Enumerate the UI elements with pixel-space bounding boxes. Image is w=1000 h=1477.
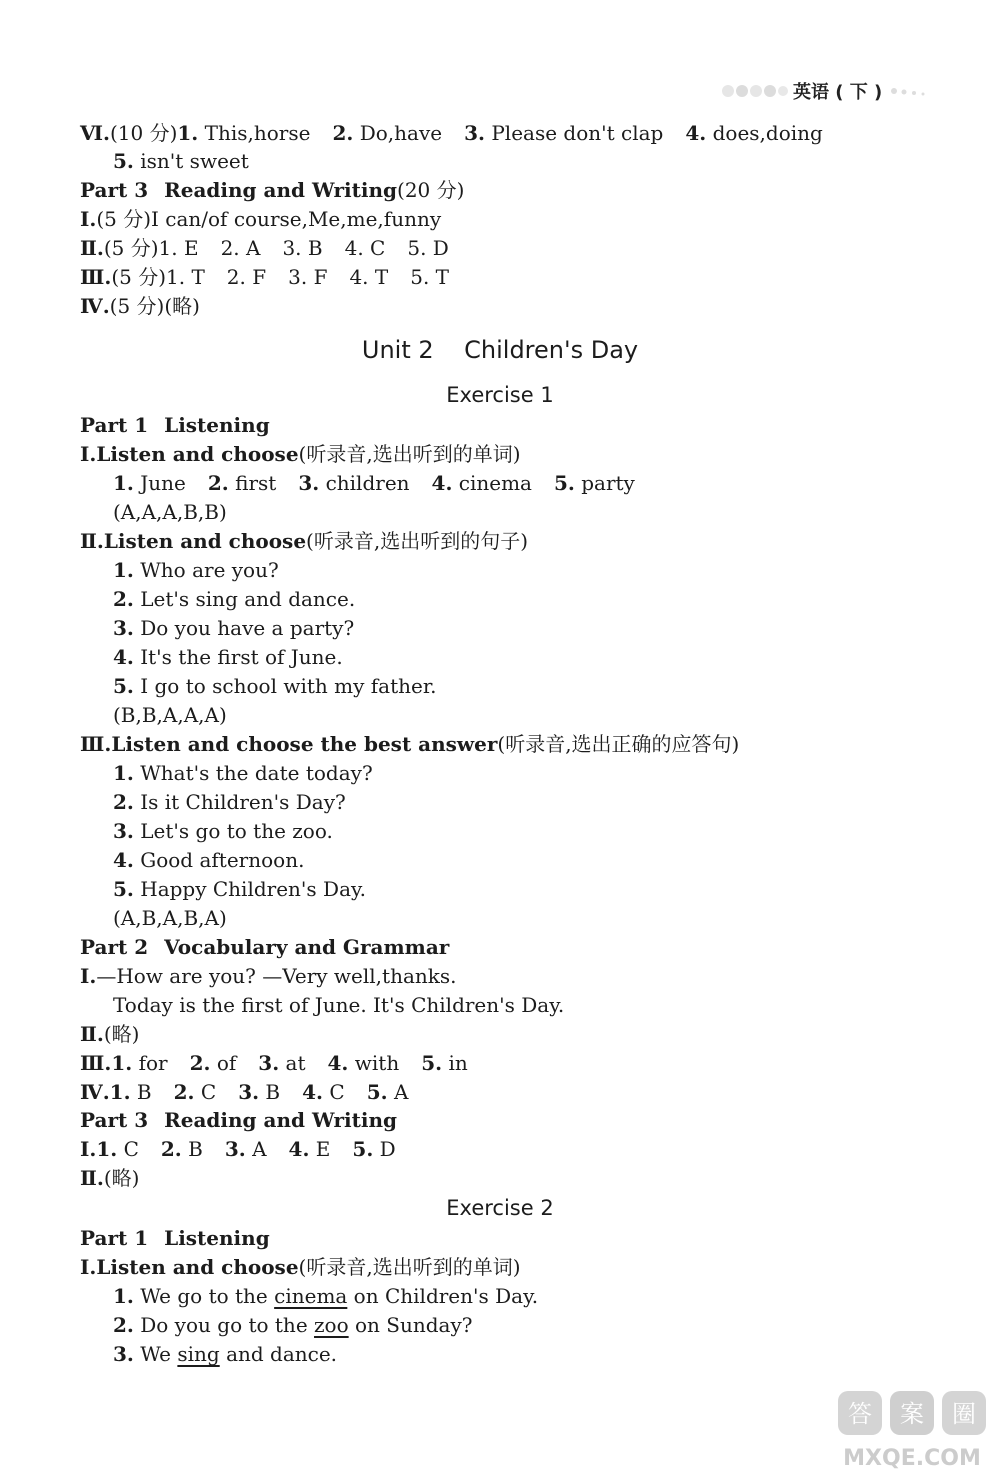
list-item: 2. Is it Children's Day? <box>113 790 346 814</box>
answer-line: Ⅱ.(5 分)1. E 2. A 3. B 4. C 5. D <box>80 236 449 260</box>
part-heading: Part 2 Vocabulary and Grammar <box>80 935 450 959</box>
decorative-dots-icon <box>888 84 928 98</box>
part-heading: Part 3 Reading and Writing(20 分) <box>80 178 465 202</box>
page-header <box>718 76 928 106</box>
watermark-text: MXQE.COM <box>843 1446 981 1471</box>
list-item: 1. Who are you? <box>113 558 279 582</box>
decorative-dots-icon <box>720 82 790 100</box>
list-item: 2. Do you go to the zoo on Sunday? <box>113 1313 473 1337</box>
answer-line: 1. June 2. first 3. children 4. cinema 5. party <box>113 471 635 495</box>
answer-key: (A,A,A,B,B) <box>113 500 227 524</box>
svg-text:圈: 圈 <box>952 1400 976 1428</box>
svg-text:答: 答 <box>848 1400 872 1428</box>
answer-line: Ⅱ.(略) <box>80 1022 140 1046</box>
section-heading: Ⅰ.Listen and choose(听录音,选出听到的单词) <box>80 1255 521 1279</box>
exercise-title: Exercise 2 <box>446 1196 554 1220</box>
answer-line: Ⅳ.(5 分)(略) <box>80 294 200 318</box>
answer-line: Ⅳ.1. B 2. C 3. B 4. C 5. A <box>80 1080 409 1104</box>
list-item: 4. Good afternoon. <box>113 848 305 872</box>
answer-line: Ⅲ.(5 分)1. T 2. F 3. F 4. T 5. T <box>80 265 450 289</box>
svg-text:案: 案 <box>900 1400 924 1428</box>
list-item: 3. We sing and dance. <box>113 1342 338 1366</box>
answer-line: Ⅰ.1. C 2. B 3. A 4. E 5. D <box>80 1137 396 1161</box>
unit-title: Unit 2 Children's Day <box>361 336 639 364</box>
watermark-logo-icon <box>830 1385 995 1473</box>
list-item: 5. I go to school with my father. <box>113 674 437 698</box>
answer-line: Ⅰ.—How are you? —Very well,thanks. <box>80 964 457 988</box>
section-heading: Ⅱ.Listen and choose(听录音,选出听到的句子) <box>80 529 529 553</box>
section-heading: Ⅰ.Listen and choose(听录音,选出听到的单词) <box>80 442 521 466</box>
part-heading: Part 3 Reading and Writing <box>80 1108 398 1132</box>
answer-line: Ⅱ.(略) <box>80 1166 140 1190</box>
answer-line: Ⅲ.1. for 2. of 3. at 4. with 5. in <box>80 1051 468 1075</box>
list-item: 3. Do you have a party? <box>113 616 355 640</box>
answer-line: Today is the first of June. It's Children's Day. <box>113 993 565 1017</box>
answer-key: (A,B,A,B,A) <box>113 906 227 930</box>
answer-key: (B,B,A,A,A) <box>113 703 227 727</box>
part-heading: Part 1 Listening <box>80 1226 270 1250</box>
part-heading: Part 1 Listening <box>80 413 270 437</box>
list-item: 1. We go to the cinema on Children's Day. <box>113 1284 539 1308</box>
list-item: 5. Happy Children's Day. <box>113 877 367 901</box>
subject-label: 英语 ( 下 ) <box>793 82 883 103</box>
answer-line: Ⅰ.(5 分)I can/of course,Me,me,funny <box>80 207 442 231</box>
exercise-title: Exercise 1 <box>446 383 554 407</box>
list-item: 1. What's the date today? <box>113 761 373 785</box>
section-heading: Ⅲ.Listen and choose the best answer(听录音,选出正确的应答句) <box>80 732 740 756</box>
list-item: 3. Let's go to the zoo. <box>113 819 333 843</box>
list-item: 2. Let's sing and dance. <box>113 587 356 611</box>
answer-line: 5. isn't sweet <box>113 149 249 173</box>
answer-line: Ⅵ.(10 分)1. This,horse 2. Do,have 3. Please don't clap 4. does,doing <box>80 121 823 145</box>
list-item: 4. It's the first of June. <box>113 645 343 669</box>
